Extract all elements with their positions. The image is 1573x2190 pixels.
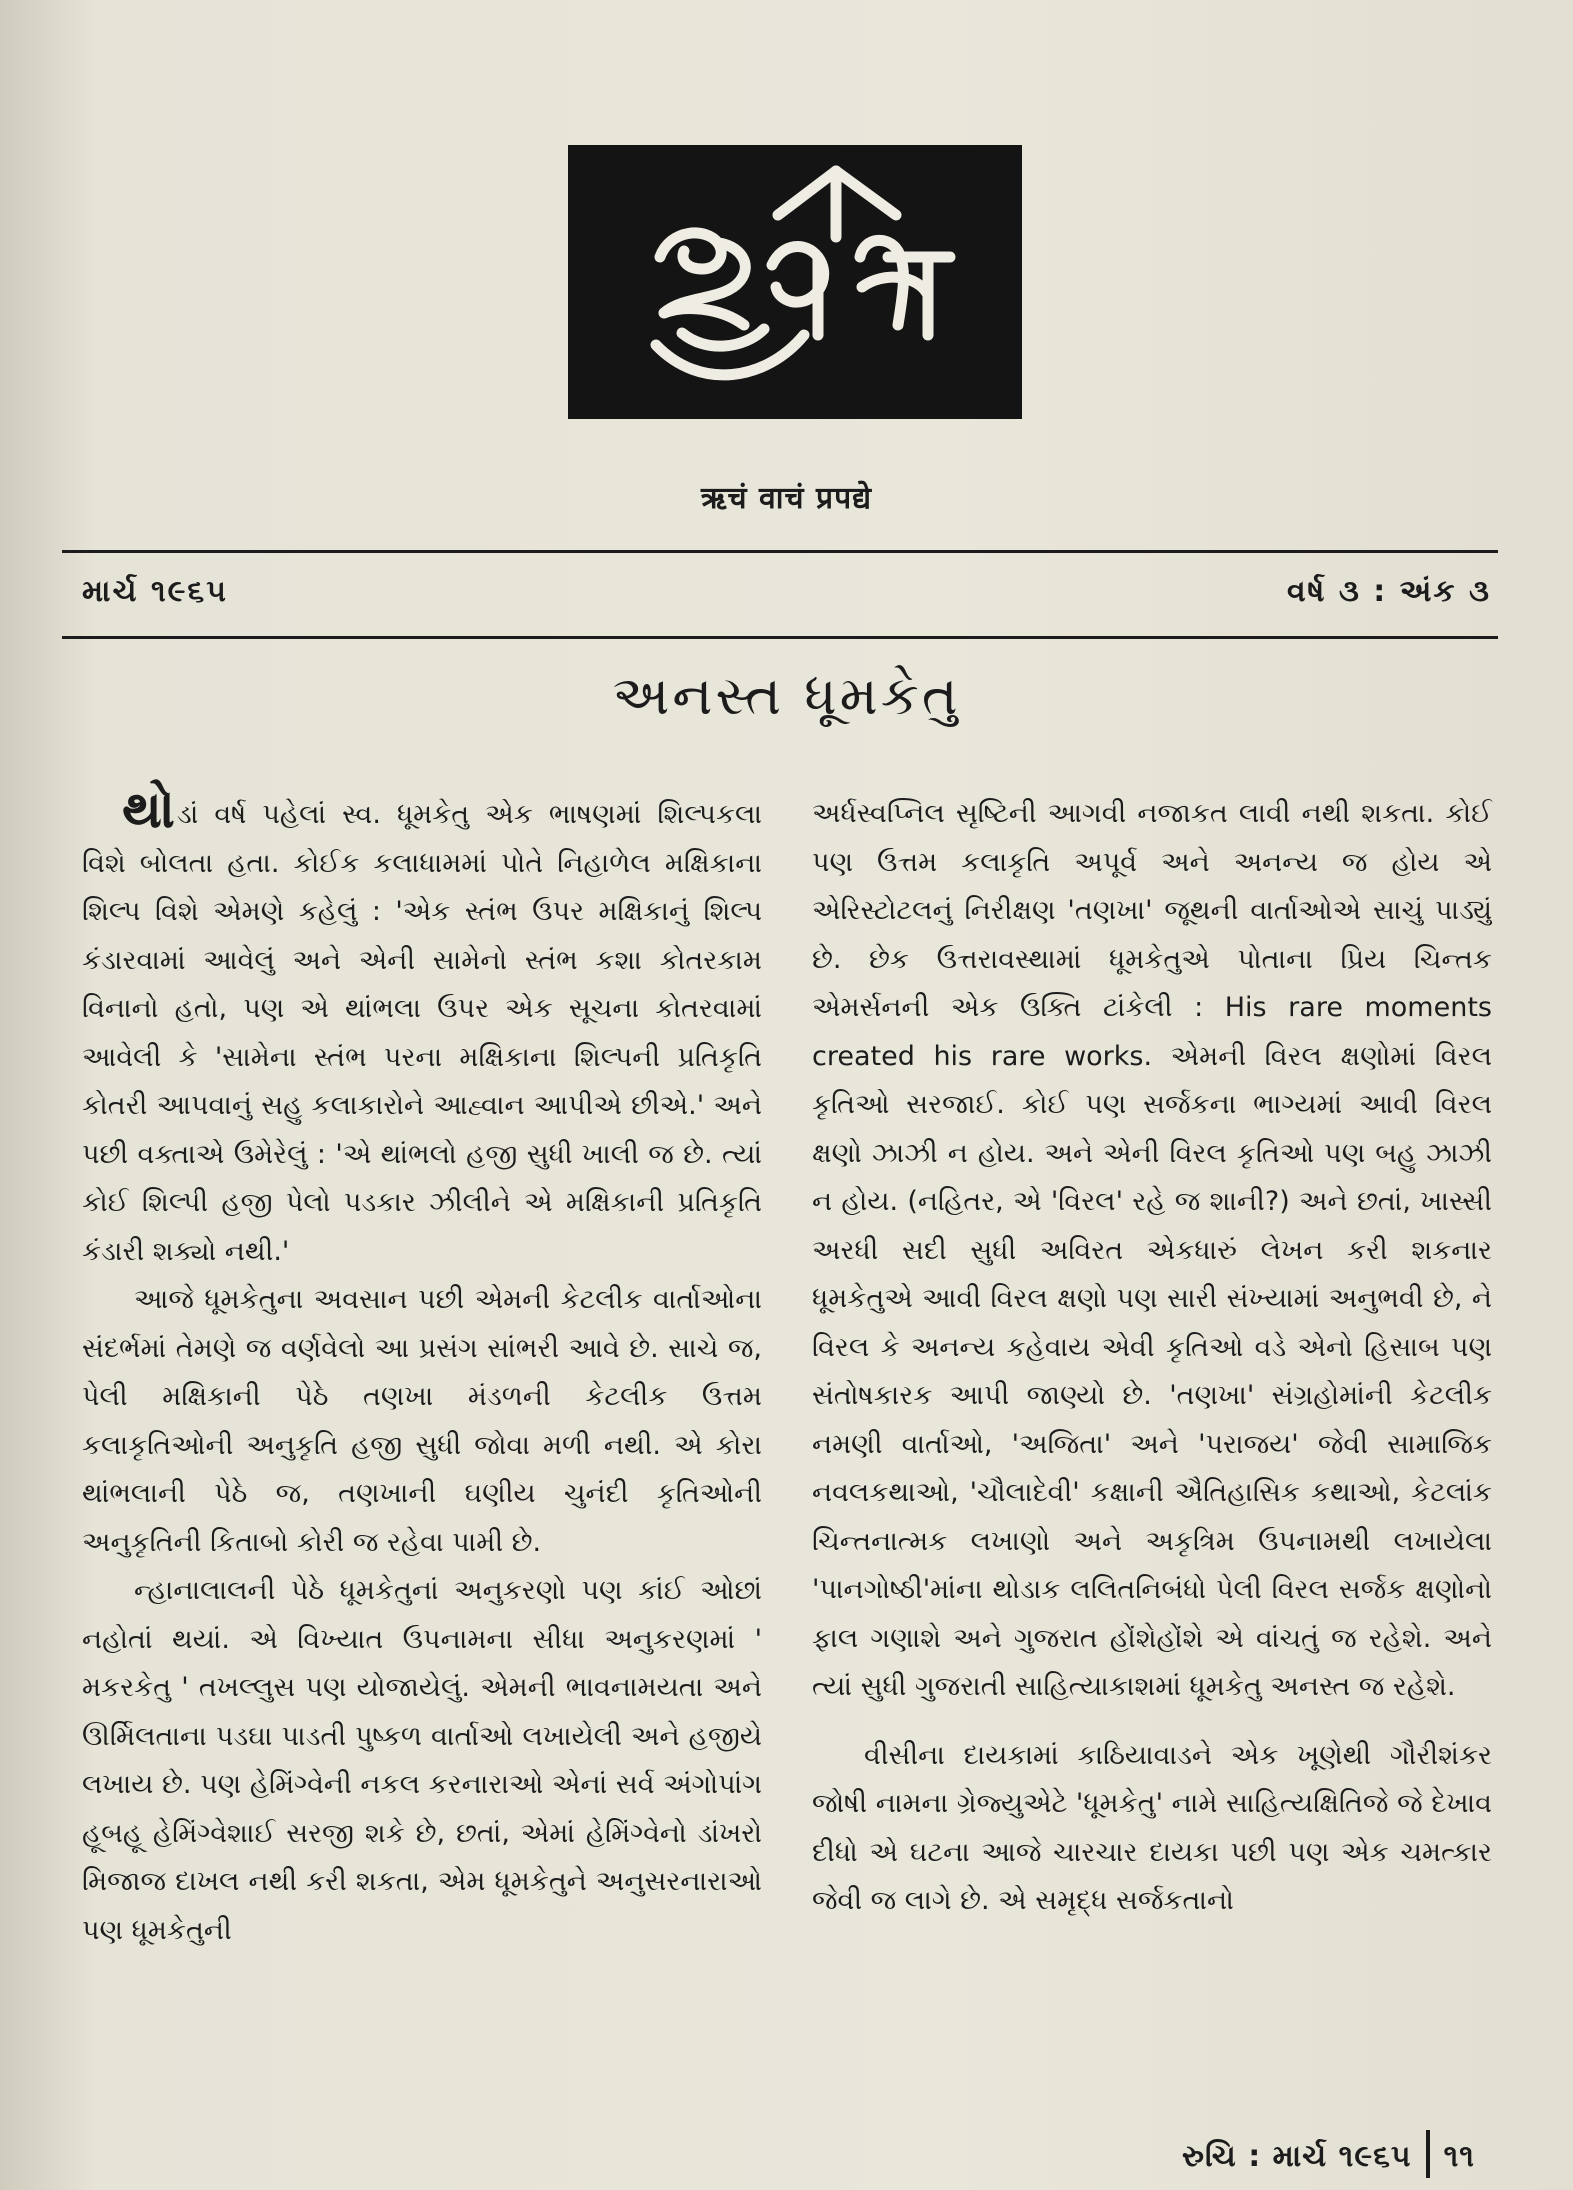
masthead-logo	[568, 145, 1022, 419]
page-footer	[1182, 2130, 1475, 2178]
running-head: રુચિ : માર્ચ ૧૯૬૫	[1181, 2139, 1412, 2174]
paragraph-text: ડાં વર્ષ પહેલાં સ્વ. ધૂમકેતુ એક ભાષણમાં શિલ્પકલા વિશે બોલતા હતા. કોઈક કલાધામમાં પોતે નિહાળેલ મક્ષિકાના શિલ્પ વિશે એમણે કહેલું : 'એક સ્તંભ ઉપર મક્ષિકાનું શિલ્પ કંડારવામાં આવેલું અને એની સામેનો સ્તંભ કશા કોતરકામ વિનાનો હતો, પણ એ થાંભલા ઉપર એક સૂચના કોતરવામાં આવેલી કે 'સામેના સ્તંભ પરના મક્ષિકાના શિલ્પની પ્રતિકૃતિ કોતરી આપવાનું સહુ કલાકારોને આહ્વાન આપીએ છીએ.' અને પછી વક્તાએ ઉમેરેલું : 'એ થાંભલો હજી સુધી ખાલી જ છે. ત્યાં કોઈ શિલ્પી હજી પેલો પડકાર ઝીલીને એ મક્ષિકાની પ્રતિકૃતિ કંડારી શક્યો નથી.'	[82, 799, 762, 1267]
article-column-right	[812, 790, 1492, 1926]
drop-cap: થો	[122, 780, 175, 840]
motto: ऋचं वाचं प्रपद्ये	[700, 481, 873, 516]
logo-text	[568, 225, 1022, 226]
footer-divider	[1426, 2130, 1430, 2178]
paragraph: અર્ધસ્વપ્નિલ સૃષ્ટિની આગવી નજાકત લાવી નથી શકતા. કોઈ પણ ઉત્તમ કલાકૃતિ અપૂર્વ અને અનન્ય જ હોય એ એરિસ્ટોટલનું નિરીક્ષણ 'તણખા' જૂથની વાર્તાઓએ સાચું પાડ્યું છે. છેક ઉત્તરાવસ્થામાં ધૂમકેતુએ પોતાના પ્રિય ચિન્તક એમર્સનની એક ઉક્તિ ટાંકેલી : His rare moments created his rare works. એમની વિરલ ક્ષણોમાં વિરલ કૃતિઓ સરજાઈ. કોઈ પણ સર્જકના ભાગ્યમાં આવી વિરલ ક્ષણો ઝાઝી ન હોય. અને એની વિરલ કૃતિઓ પણ બહુ ઝાઝી ન હોય. (નહિતર, એ 'વિરલ' રહે જ શાની?) અને છતાં, ખાસ્સી અરધી સદી સુધી અવિરત એકધારું લેખન કરી શકનાર ધૂમકેતુએ આવી વિરલ ક્ષણો પણ સારી સંખ્યામાં અનુભવી છે, ને વિરલ કે અનન્ય કહેવાય એવી કૃતિઓ વડે એનો હિસાબ પણ સંતોષકારક આપી જાણ્યો છે. 'તણખા' સંગ્રહોમાંની કેટલીક નમણી વાર્તાઓ, 'અજિતા' અને 'પરાજય' જેવી સામાજિક નવલકથાઓ, 'ચૌલાદેવી' કક્ષાની ઐતિહાસિક કથાઓ, કેટલાંક ચિન્તનાત્મક લખાણો અને અકૃત્રિમ ઉપનામથી લખાયેલા 'પાનગોષ્ઠી'માંના થોડાક લલિતનિબંધો પેલી વિરલ સર્જક ક્ષણોનો ફાલ ગણાશે અને ગુજરાત હોંશેહોંશે એ વાંચતું જ રહેશે. અને ત્યાં સુધી ગુજરાતી સાહિત્યાકાશમાં ધૂમકેતુ અનસ્ત જ રહેશે.	[812, 798, 1492, 1702]
issue-date: માર્ચ ૧૯૬૫	[82, 574, 228, 609]
paragraph: ન્હાનાલાલની પેઠે ધૂમકેતુનાં અનુકરણો પણ કાંઈ ઓછાં નહોતાં થયાં. એ વિખ્યાત ઉપનામના સીધા અનુકરણમાં ' મકરકેતુ ' તખલ્લુસ પણ યોજાયેલું. એમની ભાવનામયતા અને ઊર્મિલતાના પડઘા પાડતી પુષ્કળ વાર્તાઓ લખાયેલી અને હજીયે લખાય છે. પણ હેમિંગ્વેની નકલ કરનારાઓ એનાં સર્વ અંગોપાંગ હૂબહૂ હેમિંગ્વેશાઈ સરજી શકે છે, છતાં, એમાં હેમિંગ્વેનો ડાંખરો મિજાજ દાખલ નથી કરી શકતા, એમ ધૂમકેતુને અનુસરનારાઓ પણ ધૂમકેતુની	[82, 1575, 762, 1946]
article-title: અનસ્ત ધૂમકેતુ	[612, 664, 961, 727]
paragraph: આજે ધૂમકેતુના અવસાન પછી એમની કેટલીક વાર્તાઓના સંદર્ભમાં તેમણે જ વર્ણવેલો આ પ્રસંગ સાંભરી આવે છે. સાચે જ, પેલી મક્ષિકાની પેઠે તણખા મંડળની કેટલીક ઉત્તમ કલાકૃતિઓની અનુકૃતિ હજી સુધી જોવા મળી નથી. એ કોરા થાંભલાની પેઠે જ, તણખાની ઘણીય ચુનંદી કૃતિઓની અનુકૃતિની કિતાબો કોરી જ રહેવા પામી છે.	[82, 1284, 762, 1558]
issue-volume: વર્ષ ૩ : અંક ૩	[1286, 574, 1491, 609]
paragraph: વીસીના દાયકામાં કાઠિયાવાડને એક ખૂણેથી ગૌરીશંકર જોષી નામના ગ્રેજ્યુએટે 'ધૂમકેતુ' નામે સાહિત્યક્ષિતિજે જે દેખાવ દીધો એ ઘટના આજે ચારચાર દાયકા પછી પણ એક ચમત્કાર જેવી જ લાગે છે. એ સમૃદ્ધ સર્જકતાનો	[812, 1739, 1492, 1916]
article-column-left	[82, 780, 762, 1955]
paragraph	[82, 780, 762, 1276]
ruchi-logo-glyph	[568, 145, 1022, 419]
page-number: ૧૧	[1443, 2139, 1475, 2174]
header-rule-top	[62, 550, 1498, 553]
header-rule-bottom	[62, 636, 1498, 639]
